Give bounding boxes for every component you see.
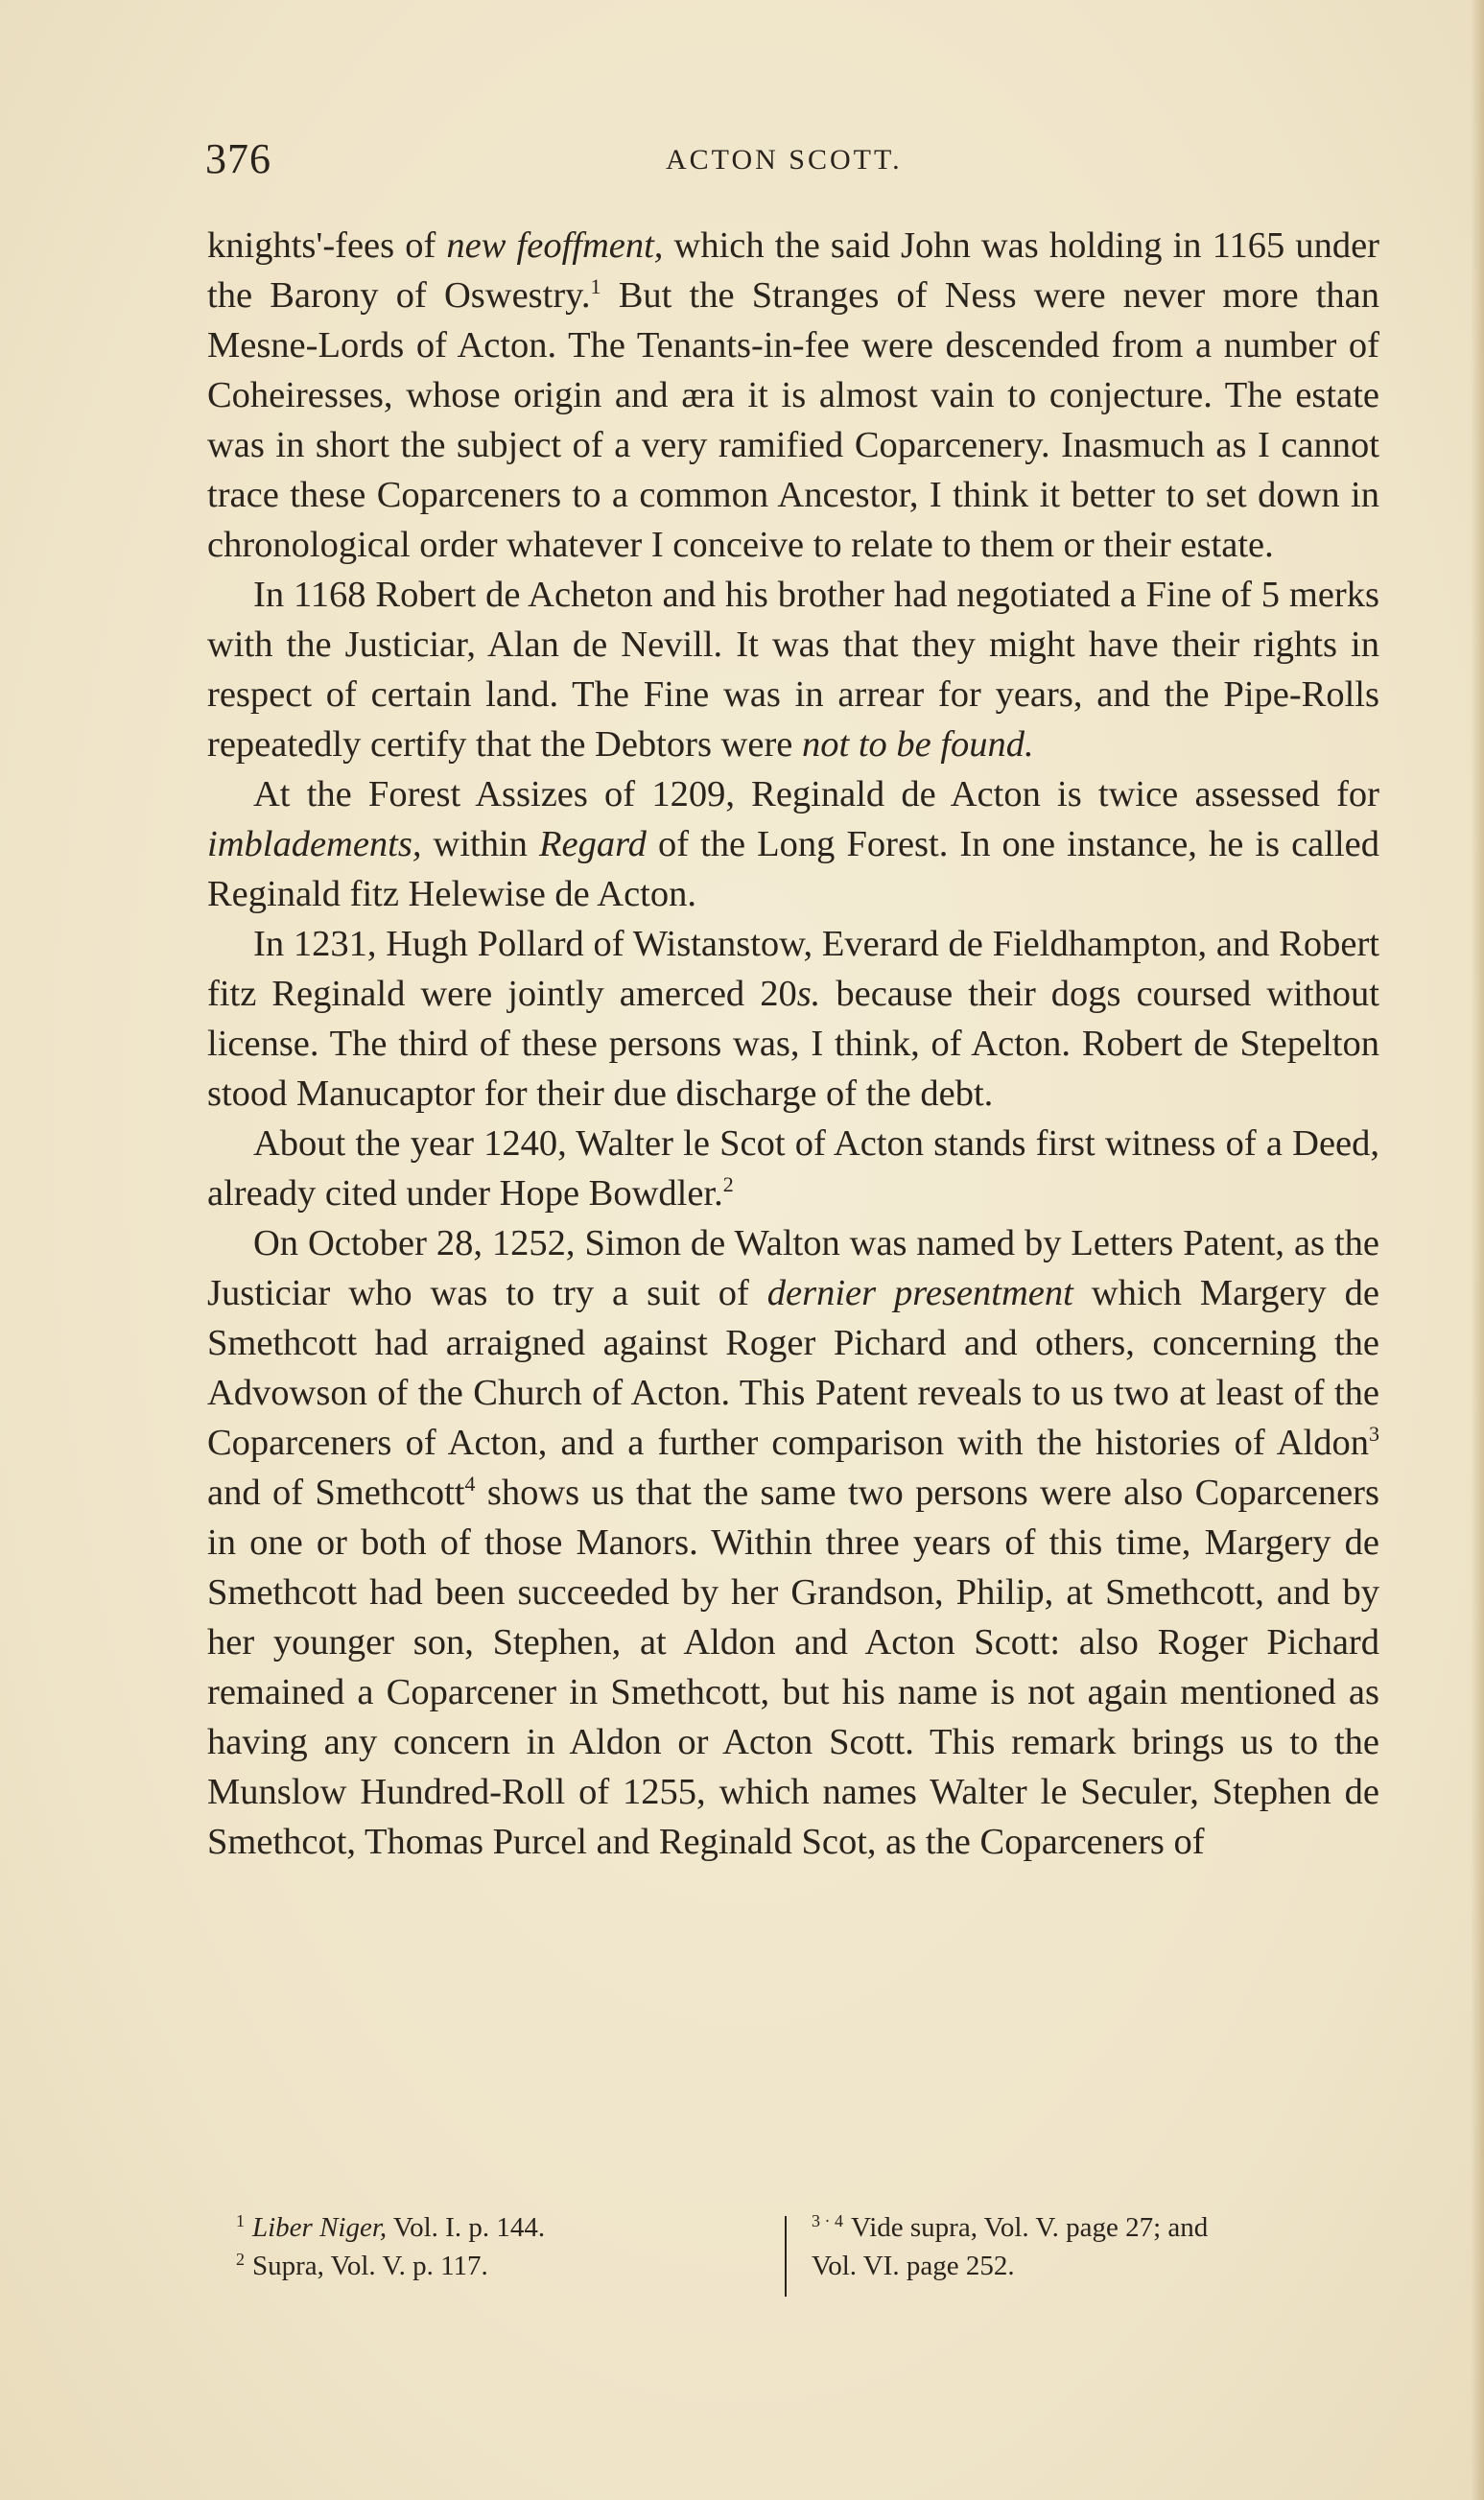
footnotes [207,2208,1379,2295]
page-number: 376 [205,135,271,182]
running-title: ACTON SCOTT. [666,144,903,176]
italic-phrase: s. [796,974,821,1014]
footnote-ref: 2 [722,1172,734,1196]
footnote-divider [785,2216,787,2297]
italic-phrase: Regard [538,824,647,864]
paragraph: About the year 1240, Walter le Scot of Acton stands first witness of a Deed, already cited under Hope Bowdler.$^2$ [207,1123,1379,1214]
footnotes-left-column [236,2208,773,2285]
paragraph: On October 28, 1252, Simon de Walton was named by Letters Patent, as the Justiciar who was to try a suit of dernier presentment which Margery de Smethcott had arraigned against Roger Pichard and others, concerning the Advowson of the Church of Acton. This Patent reveals to us two at least of the Coparceners of Acton, and a further comparison with the histories of Aldon$^3$ and of Smethcott$^4$ shows us that the same two persons were also Coparceners in one or both of those Manors. Within three years of this time, Margery de Smethcott had been succeeded by her Grandson, Philip, at Smethcott, and by her younger son, Stephen, at Aldon and Acton Scott: also Roger Pichard remained a Coparcener in Smethcott, but his name is not again mentioned as having any concern in Aldon or Acton Scott. This remark brings us to the Munslow Hundred-Roll of 1255, which names Walter le Seculer, Stephen de Smethcot, Thomas Purcel and Reginald Scot, as the Coparceners of [207,1223,1380,1862]
paragraph: In 1168 Robert de Acheton and his brother had negotiated a Fine of 5 merks with the Justiciar, Alan de Nevill. It was that they might have their rights in respect of certain land. The Fine was in arrear for years, and the Pipe-Rolls repeatedly certify that the Debtors were not to be found. [207,575,1379,765]
page-edge-shadow [1471,0,1484,2500]
footnote-ref: 1 [590,274,601,298]
footnote-3-4-continued: Vol. VI. page 252. [812,2251,1015,2281]
italic-phrase: not to be found. [802,724,1034,765]
paragraph: knights'-fees of new feoffment, which the said John was holding in 1165 under the Barony of Oswestry.$^1$ But the Stranges of Ness were never more than Mesne-Lords of Acton. The Tenants-in-fee were descended from a number of Coheiresses, whose origin and æra it is almost vain to conjecture. The estate was in short the subject of a very ramified Coparcenery. Inasmuch as I cannot trace these Coparceners to a common Ancestor, I think it better to set down in chronological order whatever I conceive to relate to them or their estate. [207,225,1379,565]
body-text [207,221,1379,1867]
footnote-3-4: $^{3 \cdot 4}$ Vide supra, Vol. V. page 27; and [812,2211,1209,2243]
footnote-ref: 4 [464,1472,476,1496]
paragraph: In 1231, Hugh Pollard of Wistanstow, Everard de Fieldhampton, and Robert fitz Reginald were jointly amerced 20s. because their dogs coursed without license. The third of these persons was, I think, of Acton. Robert de Stepelton stood Manucaptor for their due discharge of the debt. [207,924,1379,1114]
paragraph: At the Forest Assizes of 1209, Reginald de Acton is twice assessed for imbladements, within Regard of the Long Forest. In one instance, he is called Reginald fitz Helewise de Acton. [207,774,1379,914]
footnote-ref: 3 [1369,1422,1379,1446]
italic-phrase: imbladements, [207,824,422,864]
footnote-1: $^1$ Liber Niger, Vol. I. p. 144. [236,2211,546,2243]
footnotes-right-column [812,2208,1387,2285]
footnote-2: $^2$ Supra, Vol. V. p. 117. [236,2250,488,2281]
italic-phrase: dernier presentment [766,1273,1073,1313]
page-header [205,134,1381,192]
italic-phrase: new feoffment, [446,225,664,266]
